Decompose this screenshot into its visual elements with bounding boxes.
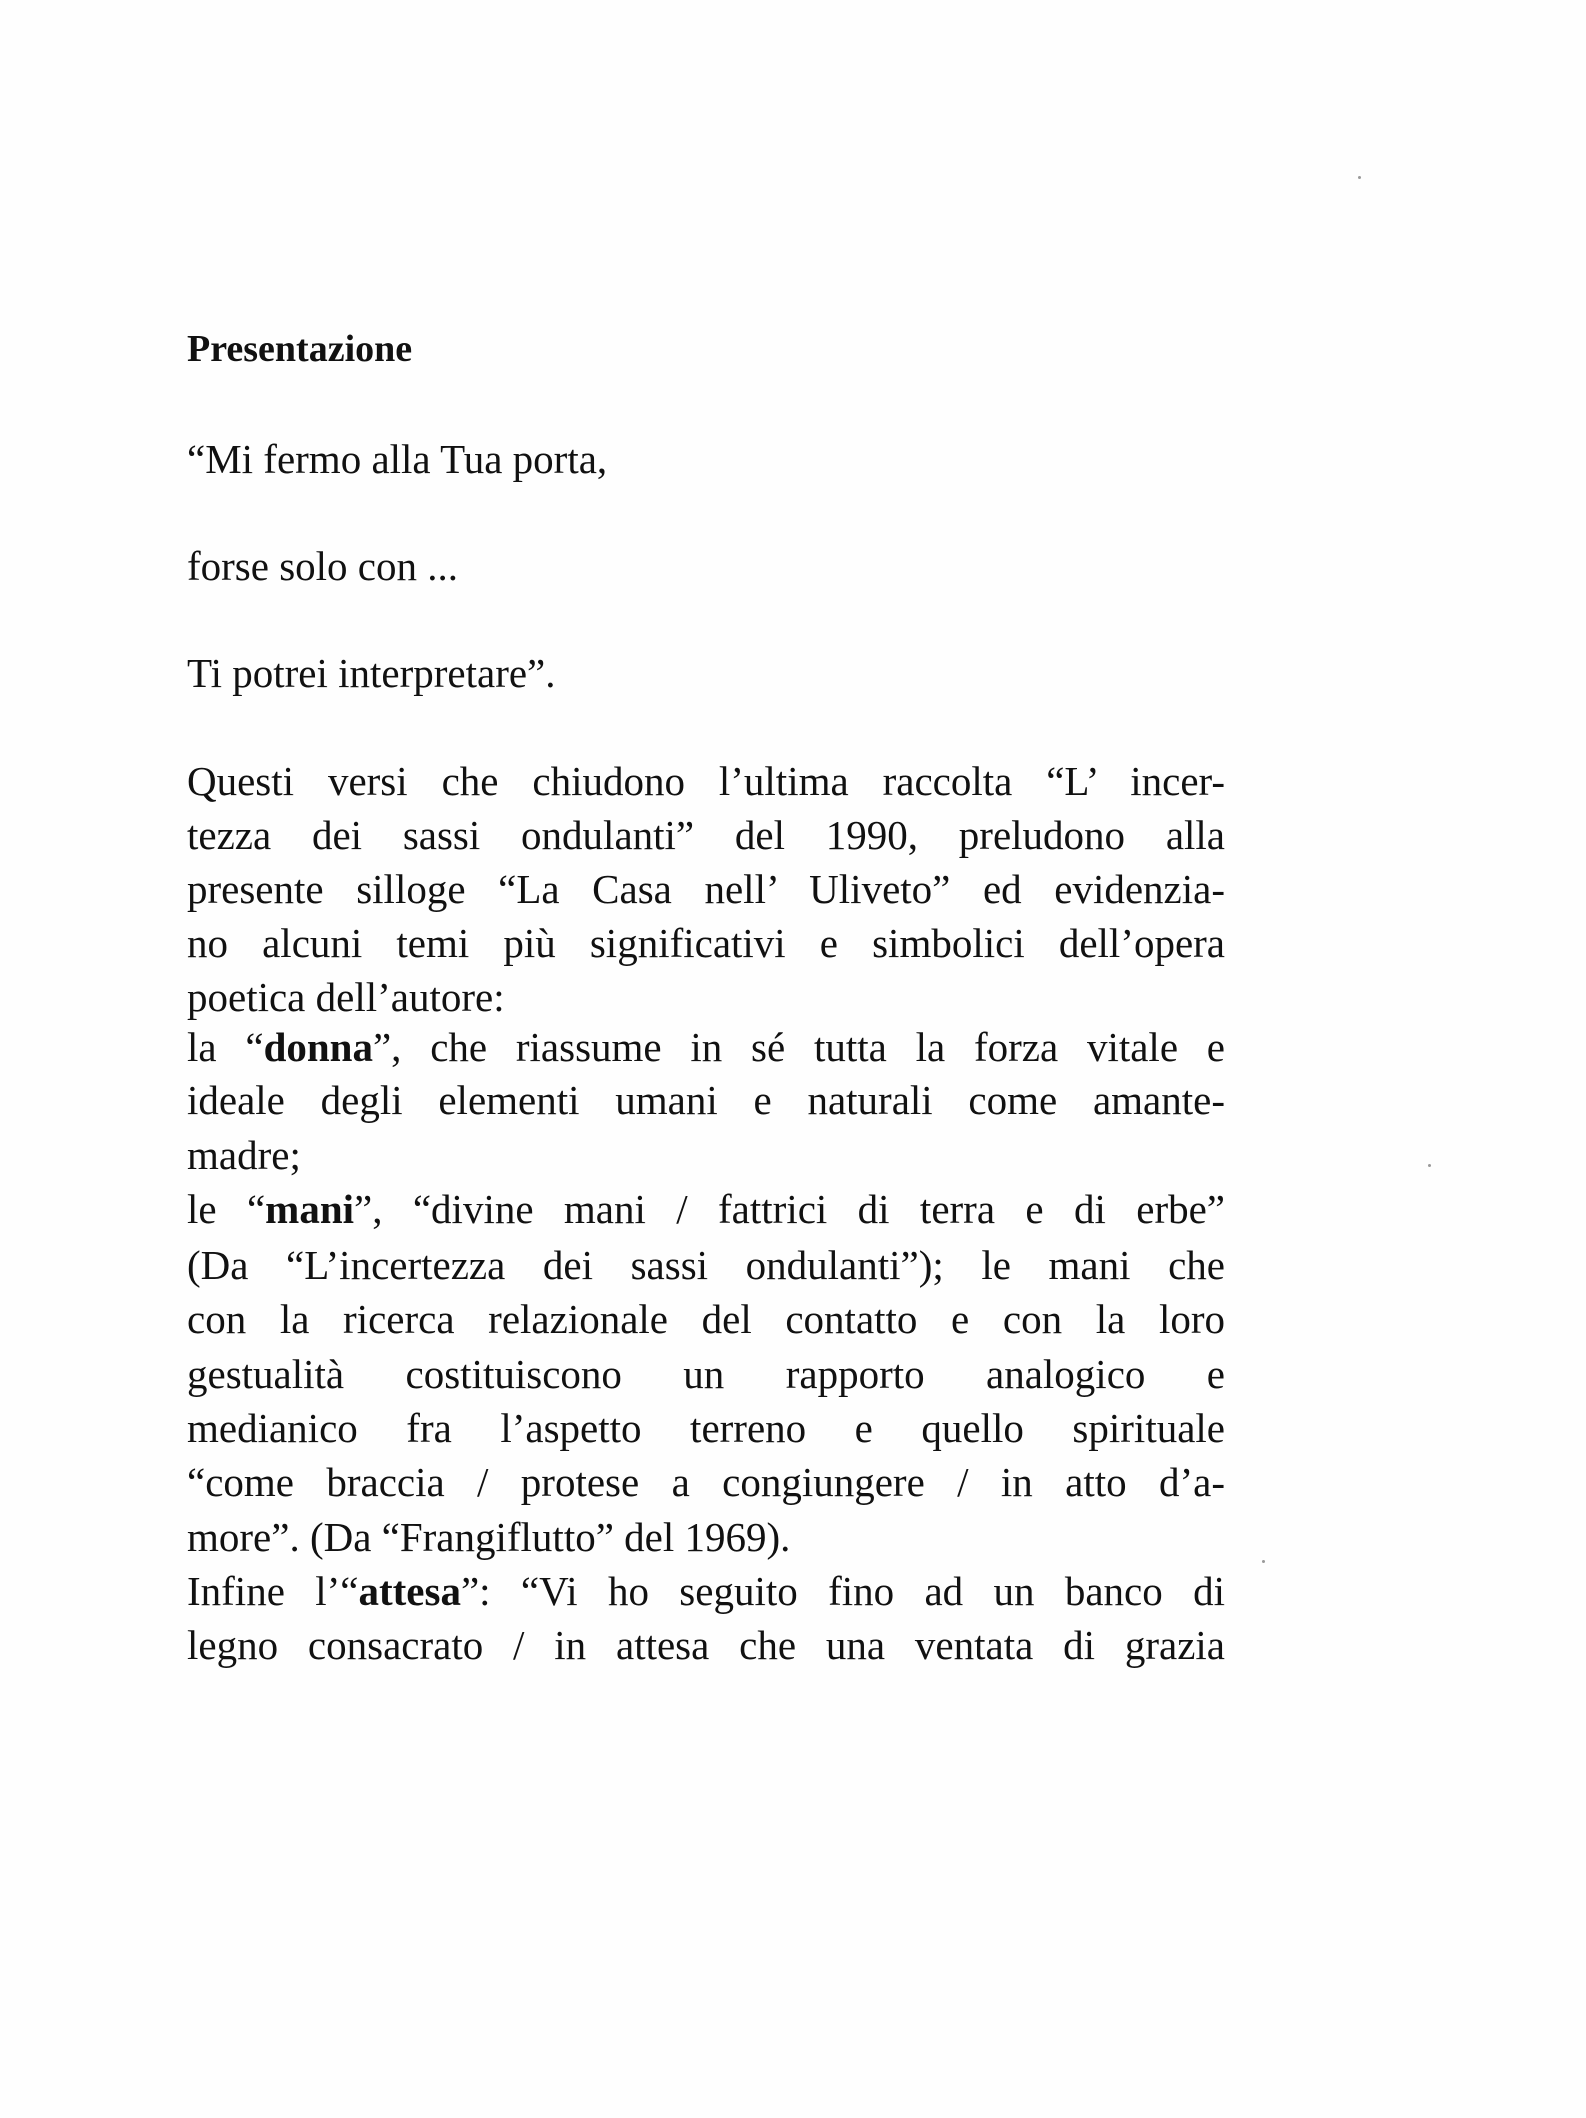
epigraph-line: forse solo con ... (187, 543, 459, 589)
scan-speck (1358, 176, 1361, 179)
body-text: medianico fra l’aspetto terreno e quello spirituale (187, 1405, 1225, 1451)
body-line (187, 1401, 1225, 1455)
body-text: ideale degli elementi umani e naturali come amante- (187, 1077, 1225, 1123)
epigraph-line: Ti potrei interpretare”. (187, 650, 556, 696)
body-line (187, 1073, 1225, 1127)
body-line (187, 808, 1225, 862)
body-text: no alcuni temi più significativi e simbolici dell’opera (187, 920, 1225, 966)
body-line (187, 1238, 1225, 1292)
body-line (187, 862, 1225, 916)
section-heading: Presentazione (187, 328, 413, 370)
body-text: poetica dell’autore: (187, 974, 505, 1020)
body-line (187, 1292, 1225, 1346)
body-line (187, 1020, 1225, 1074)
body-text: con la ricerca relazionale del contatto e con la loro (187, 1296, 1225, 1342)
body-text: la “ (187, 1024, 264, 1070)
body-text: madre; (187, 1132, 301, 1178)
body-text: Infine l’“ (187, 1568, 359, 1614)
body-text: ”: “Vi ho seguito fino ad un banco di (460, 1568, 1225, 1614)
body-line (187, 1182, 1225, 1236)
body-text: “come braccia / protese a congiungere / in atto d’a- (187, 1459, 1225, 1505)
emphasized-term: mani (265, 1186, 355, 1232)
body-line (187, 1618, 1225, 1672)
body-text: ”, che riassume in sé tutta la forza vitale e (372, 1024, 1225, 1070)
body-line (187, 1510, 1225, 1564)
body-line (187, 916, 1225, 970)
body-line (187, 1128, 1225, 1182)
body-line (187, 1347, 1225, 1401)
body-text: Questi versi che chiudono l’ultima raccolta “L’ incer- (187, 758, 1225, 804)
emphasized-term: donna (263, 1024, 373, 1070)
body-text: ”, “divine mani / fattrici di terra e di erbe” (354, 1186, 1225, 1232)
body-text: more”. (Da “Frangiflutto” del 1969). (187, 1514, 791, 1560)
body-text: legno consacrato / in attesa che una ventata di grazia (187, 1622, 1225, 1668)
scan-speck (1262, 1560, 1265, 1563)
body-line (187, 1564, 1225, 1618)
scan-speck (1428, 1164, 1431, 1167)
body-text: presente silloge “La Casa nell’ Uliveto” ed evidenzia- (187, 866, 1225, 912)
body-text: le “ (187, 1186, 266, 1232)
emphasized-term: attesa (358, 1568, 461, 1614)
body-line (187, 970, 1225, 1024)
body-line (187, 1455, 1225, 1509)
body-text: gestualità costituiscono un rapporto analogico e (187, 1351, 1225, 1397)
body-line (187, 754, 1225, 808)
body-text: (Da “L’incertezza dei sassi ondulanti”); le mani che (187, 1242, 1225, 1288)
body-text: tezza dei sassi ondulanti” del 1990, preludono alla (187, 812, 1225, 858)
epigraph-line: “Mi fermo alla Tua porta, (187, 436, 608, 482)
